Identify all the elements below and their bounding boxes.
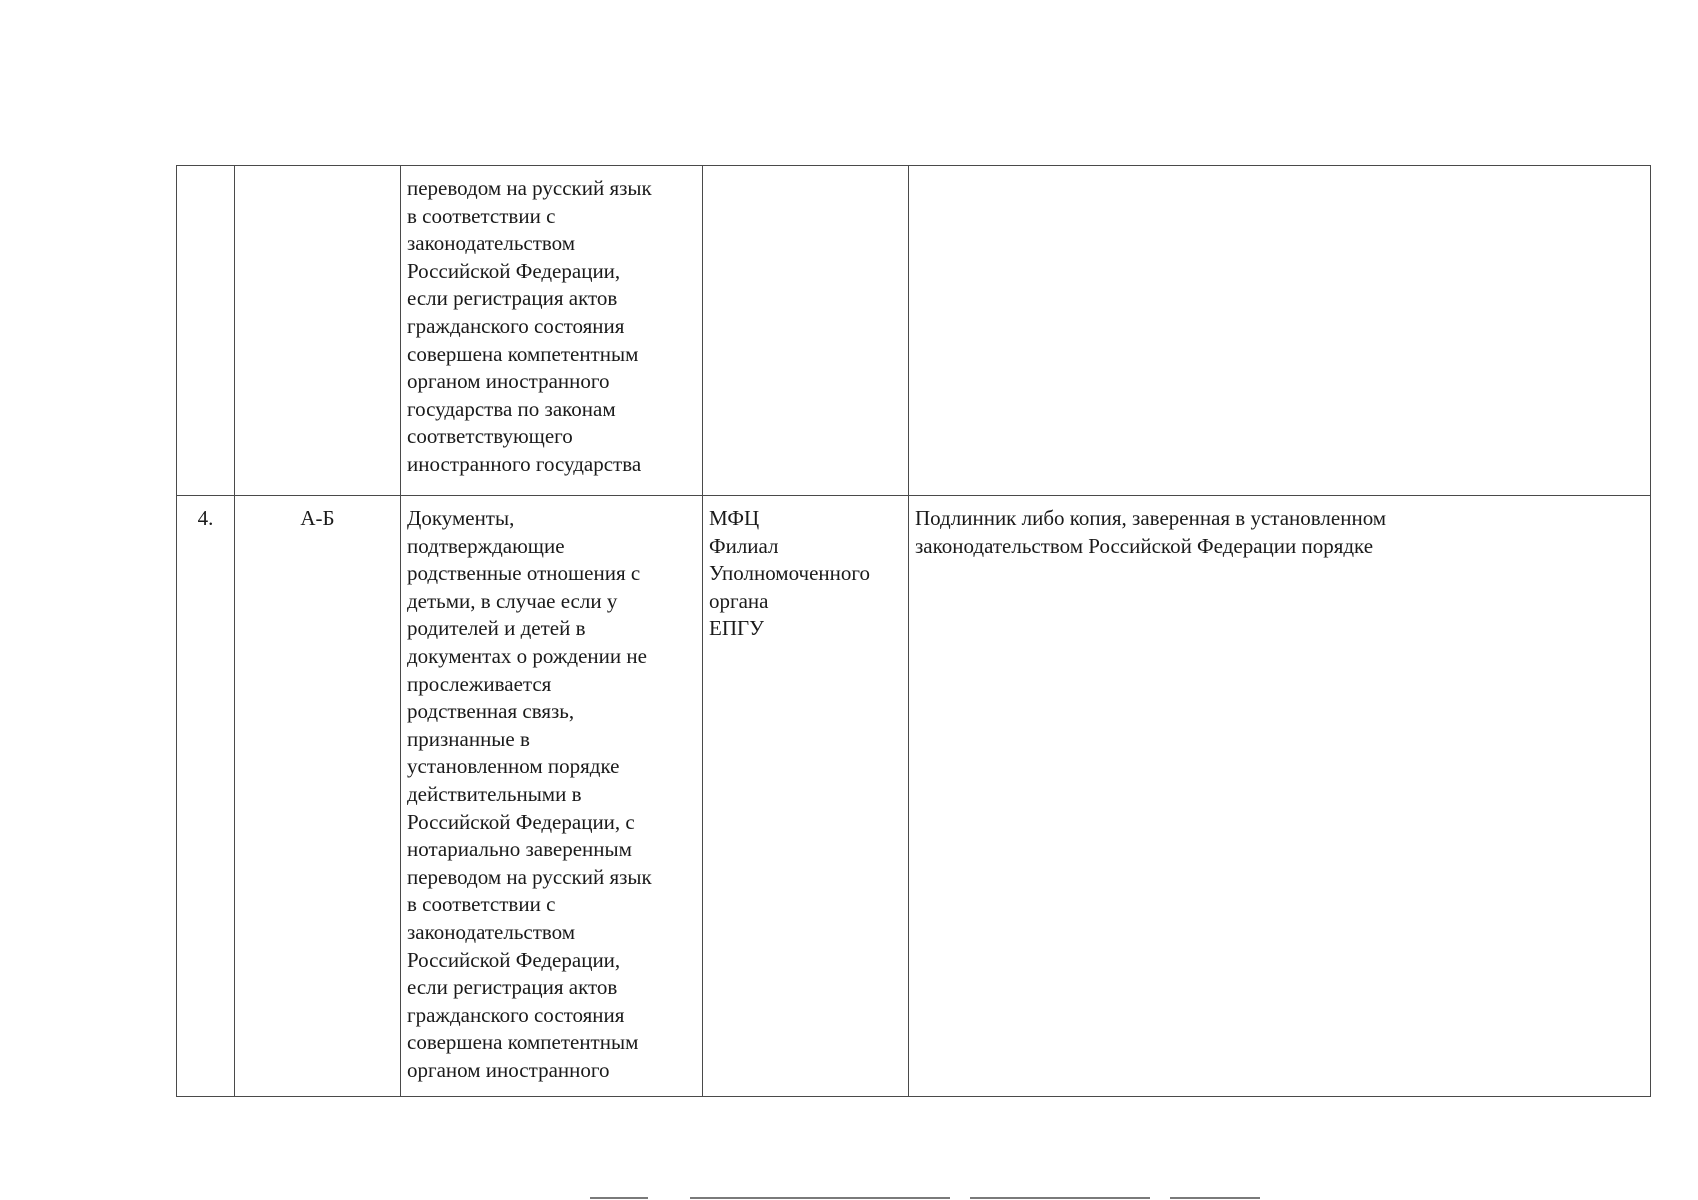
document-line: прослеживается: [407, 671, 552, 696]
cell-document-name: [401, 166, 703, 496]
document-line: совершена компетентным: [407, 1030, 639, 1055]
document-line: Документы,: [407, 506, 515, 530]
document-line: переводом на русский язык: [407, 176, 652, 200]
document-line: иностранного государства: [407, 451, 642, 476]
document-line: переводом на русский язык: [407, 864, 652, 889]
document-line: установленном порядке: [407, 754, 620, 779]
document-line: Российской Федерации,: [407, 258, 621, 283]
document-line: нотариально заверенным: [407, 837, 632, 862]
document-line: признанные в: [407, 726, 530, 751]
cell-form: [909, 166, 1651, 496]
scan-artifact: [970, 1197, 1150, 1199]
form-line: Подлинник либо копия, заверенная в установленном: [915, 506, 1387, 530]
document-line: документах о рождении не: [407, 643, 647, 668]
requirements-table: [176, 165, 1651, 1097]
source-line: ЕПГУ: [709, 616, 765, 641]
document-line: если регистрация актов: [407, 286, 618, 311]
document-line: родственная связь,: [407, 699, 575, 724]
document-line: в соответствии с: [407, 892, 556, 917]
cell-source: [703, 166, 909, 496]
document-line: Российской Федерации,: [407, 947, 621, 972]
document-line: в соответствии с: [407, 203, 556, 228]
document-line: родителей и детей в: [407, 616, 586, 641]
source-line: Филиал: [709, 533, 779, 558]
cell-number: [177, 166, 235, 496]
document-line: подтверждающие: [407, 533, 565, 558]
document-line: органом иностранного: [407, 1057, 610, 1082]
table-row: [177, 496, 1651, 1097]
document-line: соответствующего: [407, 424, 573, 449]
source-line: МФЦ: [709, 506, 760, 530]
document-line: детьми, в случае если у: [407, 588, 618, 613]
document-line: Российской Федерации, с: [407, 809, 635, 834]
cell-form: [909, 496, 1651, 1097]
document-line: родственные отношения с: [407, 561, 641, 586]
source-line: Уполномоченного: [709, 561, 870, 586]
scan-artifact: [590, 1197, 648, 1199]
document-line: законодательством: [407, 231, 576, 256]
document-line: законодательством: [407, 919, 576, 944]
scan-artifact: [690, 1197, 950, 1199]
cell-category: [235, 166, 401, 496]
cell-category: А-Б: [235, 496, 401, 1097]
document-line: действительными в: [407, 781, 582, 806]
document-line: органом иностранного: [407, 369, 610, 394]
cell-document-name: [401, 496, 703, 1097]
scan-artifact: [1170, 1197, 1260, 1199]
cell-source: [703, 496, 909, 1097]
source-line: органа: [709, 588, 769, 613]
document-line: гражданского состояния: [407, 1002, 625, 1027]
cell-number: 4.: [177, 496, 235, 1097]
document-line: совершена компетентным: [407, 341, 639, 366]
form-line: законодательством Российской Федерации порядке: [915, 533, 1374, 558]
document-line: государства по законам: [407, 396, 616, 421]
document-line: если регистрация актов: [407, 975, 618, 1000]
table-row: [177, 166, 1651, 496]
document-line: гражданского состояния: [407, 313, 625, 338]
